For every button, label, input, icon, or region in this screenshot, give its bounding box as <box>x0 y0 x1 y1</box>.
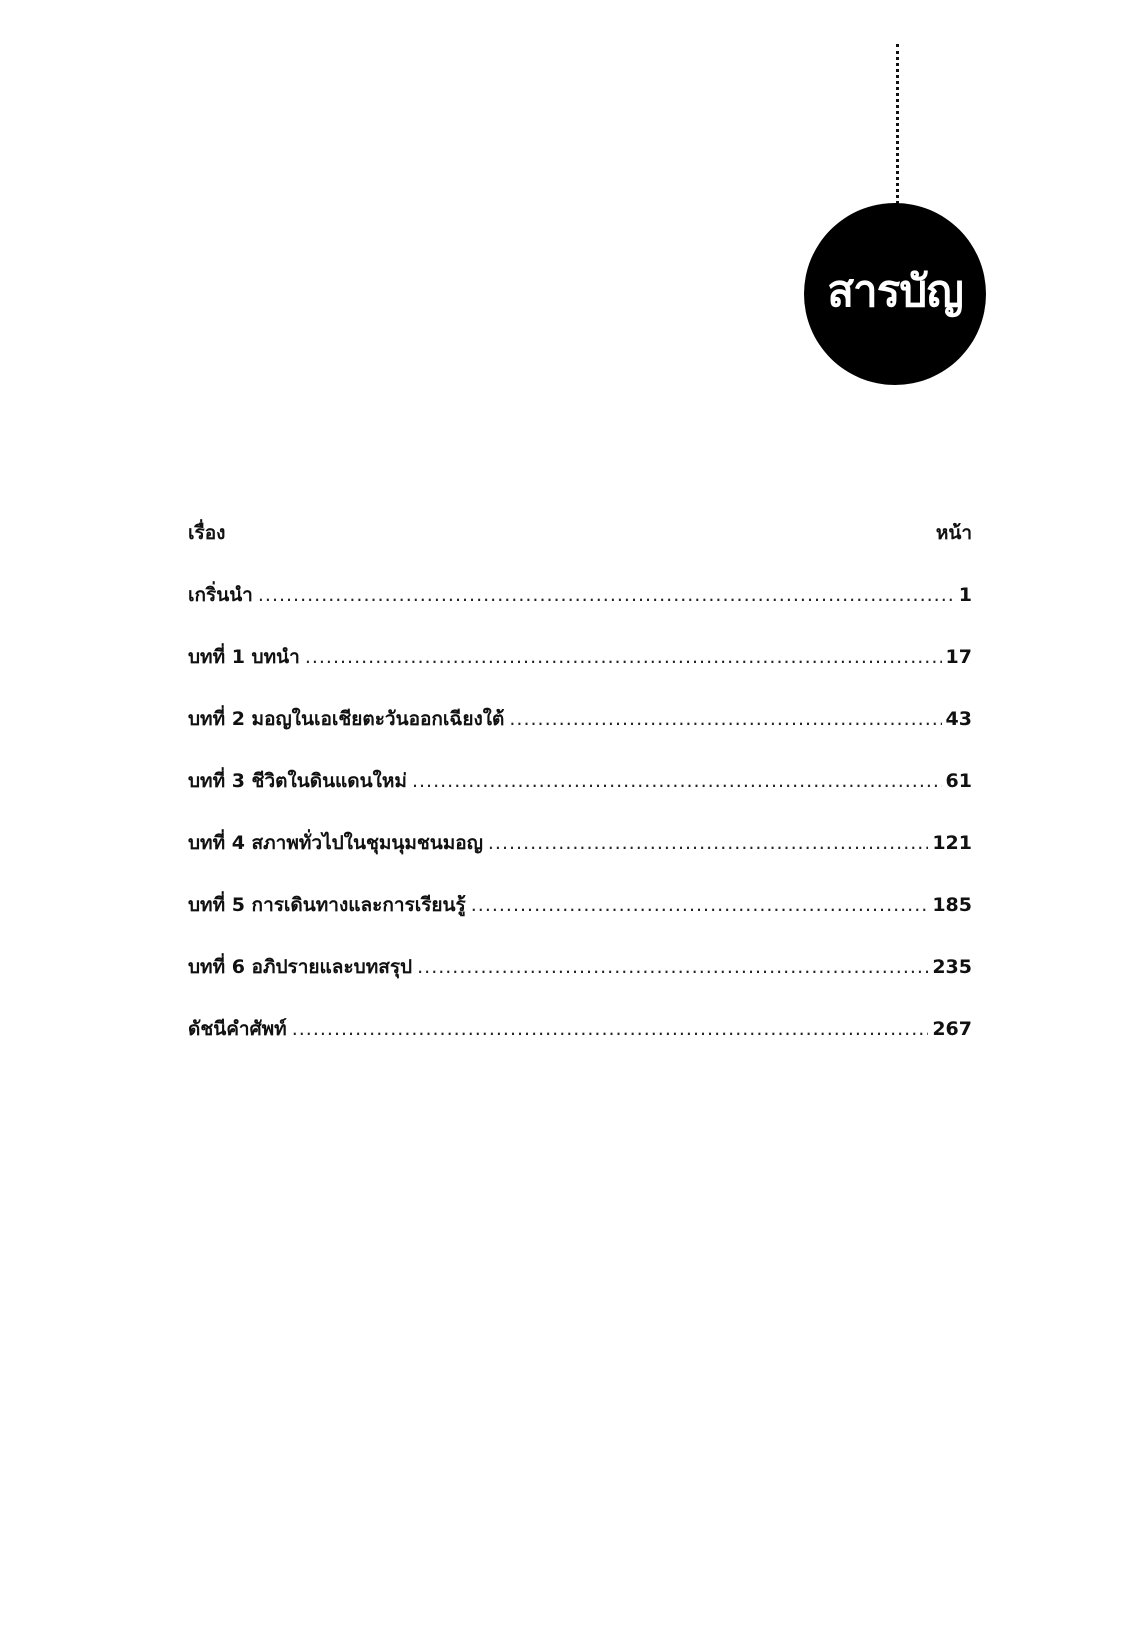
toc-entry-title: บทที่ 2 มอญในเอเชียตะวันออกเฉียงใต้ <box>188 708 505 730</box>
toc-entry-page: 185 <box>932 894 972 916</box>
toc-dot-leader <box>292 1018 929 1040</box>
toc-entry[interactable] <box>188 952 972 1014</box>
toc-dot-leader <box>509 708 941 730</box>
toc-entry-page: 17 <box>945 646 972 668</box>
toc-dot-leader <box>412 770 942 792</box>
toc-entry-title: บทที่ 5 การเดินทางและการเรียนรู้ <box>188 894 466 916</box>
toc-entry[interactable] <box>188 580 972 642</box>
toc-header-page: หน้า <box>935 522 972 544</box>
toc-dot-leader <box>258 584 955 606</box>
toc-dot-leader <box>417 956 928 978</box>
toc-entry-title: บทที่ 4 สภาพทั่วไปในชุมนุมชนมอญ <box>188 832 483 854</box>
toc-entry-title: บทที่ 3 ชีวิตในดินแดนใหม่ <box>188 770 407 792</box>
decorative-dotted-line <box>896 44 899 204</box>
toc-entry[interactable] <box>188 704 972 766</box>
table-of-contents <box>188 518 972 1076</box>
toc-entry[interactable] <box>188 642 972 704</box>
toc-entry-title: เกริ่นนำ <box>188 584 253 606</box>
toc-entry-title: บทที่ 6 อภิปรายและบทสรุป <box>188 956 413 978</box>
toc-header-topic: เรื่อง <box>188 522 226 544</box>
toc-entry[interactable] <box>188 890 972 952</box>
toc-dot-leader <box>305 646 942 668</box>
toc-dot-leader <box>488 832 928 854</box>
toc-header <box>188 518 972 558</box>
page-title: สารบัญ <box>827 266 963 317</box>
toc-entry-page: 121 <box>932 832 972 854</box>
toc-entry-page: 1 <box>958 584 972 606</box>
title-circle <box>804 203 986 385</box>
toc-entry-page: 267 <box>932 1018 972 1040</box>
toc-dot-leader <box>471 894 929 916</box>
toc-entry[interactable] <box>188 766 972 828</box>
toc-entry-title: ดัชนีคำศัพท์ <box>188 1018 287 1040</box>
toc-entry-page: 43 <box>945 708 972 730</box>
toc-entry-page: 235 <box>932 956 972 978</box>
toc-entries <box>188 580 972 1076</box>
toc-entry[interactable] <box>188 828 972 890</box>
toc-entry-page: 61 <box>945 770 972 792</box>
toc-entry[interactable] <box>188 1014 972 1076</box>
toc-entry-title: บทที่ 1 บทนำ <box>188 646 300 668</box>
